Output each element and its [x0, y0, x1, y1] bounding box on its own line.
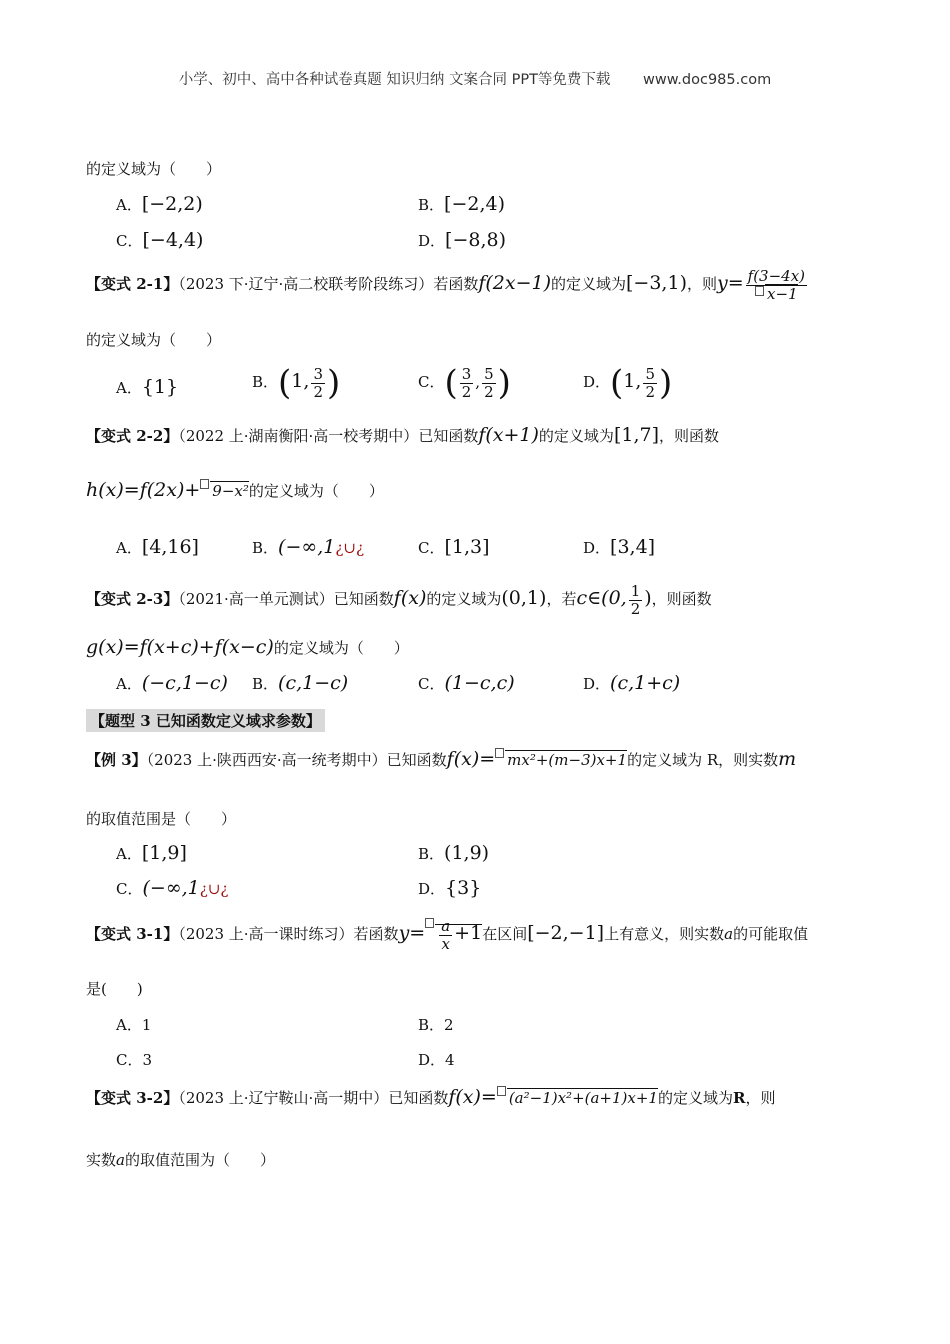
v21-option-a[interactable]: A．{1} — [116, 376, 179, 398]
v32-stem: 【变式 3-2】（2023 上·辽宁鞍山·高一期中）已知函数f(x)= (a²−1)x²+(a+1)x+1的定义域为R，则 — [86, 1086, 776, 1108]
v22-option-a[interactable]: A．[4,16] — [116, 536, 199, 558]
v23-option-c[interactable]: C．(1−c,c) — [418, 672, 515, 694]
ex3-option-a[interactable]: A．[1,9] — [116, 842, 187, 864]
v31-option-b[interactable]: B．2 — [418, 1016, 454, 1034]
header-text: 小学、初中、高中各种试卷真题 知识归纳 文案合同 PPT等免费下载 — [178, 72, 611, 88]
v21-option-c[interactable]: C．( $\frac{3}{2}$ , $\frac{5}{2}$ ) — [418, 363, 511, 403]
v31-stem-tail: 是( ) — [86, 980, 143, 998]
v23-stem: 【变式 2-3】（2021·高一单元测试）已知函数f(x)的定义域为(0,1)，若c∈(0, $\frac{1}{2}$ )，则函数 — [86, 582, 712, 618]
prev-option-c[interactable]: C．[−4,4) — [116, 229, 204, 251]
v31-option-d[interactable]: D．4 — [418, 1051, 455, 1069]
header-site: www.doc985.com — [643, 72, 772, 88]
page-header — [0, 68, 950, 89]
v31-option-c[interactable]: C．3 — [116, 1051, 153, 1069]
v31-stem: 【变式 3-1】（2023 上·高一课时练习）若函数y= $\frac{a}{x}$ +1在区间[−2,−1]上有意义，则实数a的可能取值 — [86, 917, 809, 953]
ex3-stem-tail: 的取值范围是（ ） — [86, 810, 237, 828]
v32-stem-2: 实数a的取值范围为（ ） — [86, 1151, 275, 1169]
prev-option-b[interactable]: B．[−2,4) — [418, 193, 505, 215]
prev-question-stem: 的定义域为（ ） — [86, 160, 222, 178]
v22-stem: 【变式 2-2】（2022 上·湖南衡阳·高一校考期中）已知函数f(x+1)的定义域为[1,7]，则函数 — [86, 424, 719, 446]
ex3-option-c[interactable]: C．(−∞,1¿∪¿ — [116, 877, 229, 899]
v31-option-a[interactable]: A．1 — [116, 1016, 152, 1034]
ex3-option-b[interactable]: B．(1,9) — [418, 842, 490, 864]
ex3-stem: 【例 3】（2023 上·陕西西安·高一统考期中）已知函数f(x)= mx²+(m−3)x+1的定义域为 R，则实数m — [86, 748, 797, 770]
section-banner: 【题型 3 已知函数定义域求参数】 — [86, 709, 325, 732]
v23-option-d[interactable]: D．(c,1+c) — [583, 672, 681, 694]
v23-stem-2: g(x)=f(x+c)+f(x−c)的定义域为（ ） — [86, 636, 409, 658]
v22-option-d[interactable]: D．[3,4] — [583, 536, 656, 558]
v21-stem-tail: 的定义域为（ ） — [86, 331, 222, 349]
v21-stem: 【变式 2-1】（2023 下·辽宁·高二校联考阶段练习）若函数f(2x−1)的定义域为[−3,1)，则y= $\frac{f(3-4x)}{x-1}$ — [86, 267, 806, 303]
ex3-option-d[interactable]: D．{3} — [418, 877, 482, 899]
v22-option-b[interactable]: B．(−∞,1¿∪¿ — [252, 536, 364, 558]
v21-option-d[interactable]: D．(1, $\frac{5}{2}$ ) — [583, 363, 673, 403]
v22-stem-2: h(x)=f(2x)+ 9−x²的定义域为（ ） — [86, 479, 384, 501]
prev-option-a[interactable]: A．[−2,2) — [116, 193, 203, 215]
v21-option-b[interactable]: B．(1, $\frac{3}{2}$ ) — [252, 363, 341, 403]
v22-option-c[interactable]: C．[1,3] — [418, 536, 490, 558]
prev-option-d[interactable]: D．[−8,8) — [418, 229, 506, 251]
v23-option-a[interactable]: A．(−c,1−c) — [116, 672, 228, 694]
v23-option-b[interactable]: B．(c,1−c) — [252, 672, 349, 694]
